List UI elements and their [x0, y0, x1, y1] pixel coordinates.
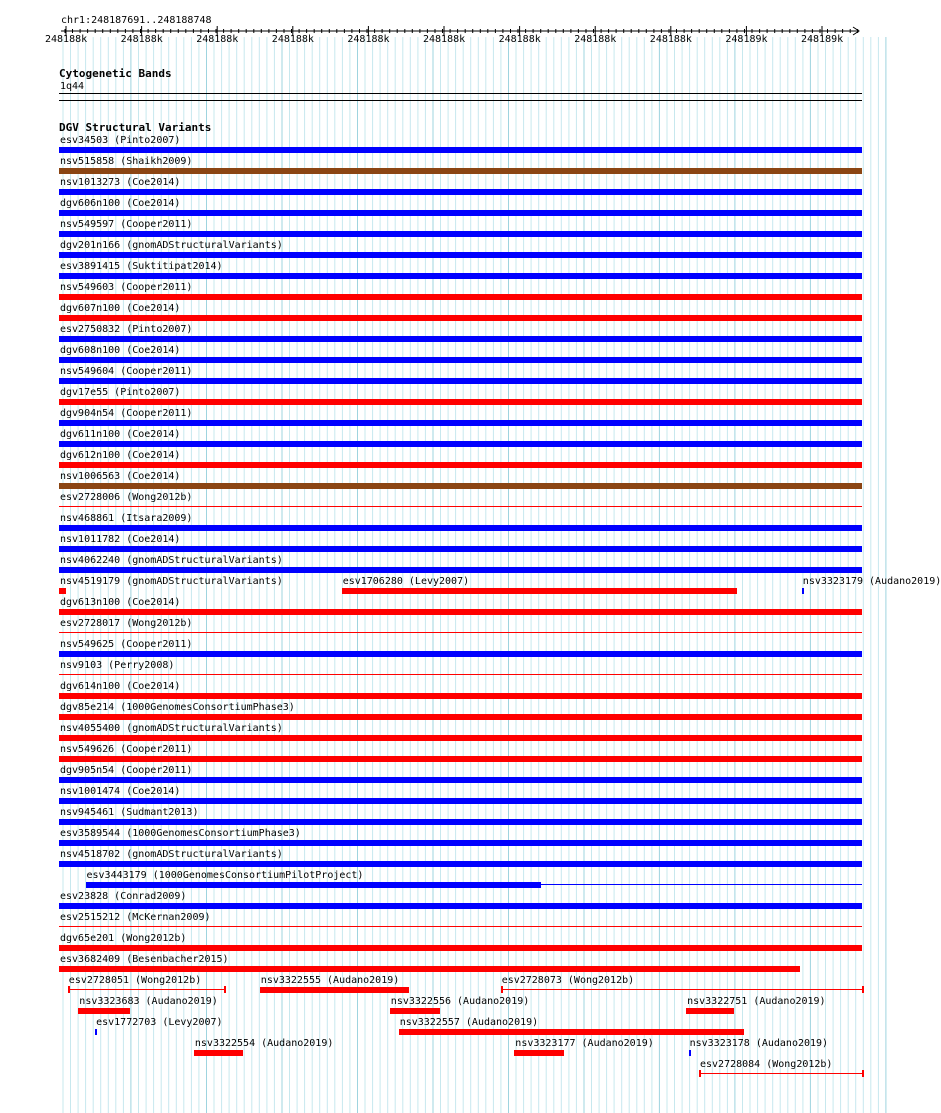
sv-feature-label: nsv3323177 (Audano2019) — [515, 1038, 654, 1049]
sv-feature-bar[interactable] — [59, 693, 862, 699]
ruler-tick-label: 248189k — [725, 34, 768, 45]
sv-feature-bar[interactable] — [59, 420, 862, 426]
sv-feature-label: nsv1011782 (Coe2014) — [60, 534, 181, 545]
sv-feature-label: nsv549603 (Cooper2011) — [60, 282, 193, 293]
sv-feature-bar[interactable] — [59, 777, 862, 783]
sv-feature-bar[interactable] — [514, 1050, 564, 1056]
sv-feature-label: nsv3322555 (Audano2019) — [260, 975, 400, 986]
sv-feature-label: dgv17e55 (Pinto2007) — [60, 387, 181, 398]
sv-feature-bar[interactable] — [59, 861, 862, 867]
sv-feature-label: dgv607n100 (Coe2014) — [60, 303, 181, 314]
sv-feature-label: dgv614n100 (Coe2014) — [60, 681, 181, 692]
sv-feature-label: nsv1006563 (Coe2014) — [60, 471, 181, 482]
sv-feature-bar[interactable] — [59, 756, 862, 762]
sv-feature-bar[interactable] — [59, 651, 862, 657]
sv-feature-bar[interactable] — [260, 987, 409, 993]
sv-feature-span[interactable] — [59, 632, 862, 633]
sv-feature-bar[interactable] — [194, 1050, 243, 1056]
ruler-location: chr1:248187691..248188748 — [61, 15, 212, 26]
ruler-tick-label: 248188k — [423, 34, 466, 45]
sv-feature-label: esv3891415 (Suktitipat2014) — [60, 261, 223, 272]
sv-feature-span[interactable] — [59, 674, 862, 675]
sv-feature-label: dgv85e214 (1000GenomesConsortiumPhase3) — [60, 702, 295, 713]
sv-feature-label: nsv515858 (Shaikh2009) — [60, 156, 193, 167]
sv-feature-label: esv2728073 (Wong2012b) — [501, 975, 635, 986]
sv-feature-bar[interactable] — [59, 252, 862, 258]
sv-feature-label: nsv3322554 (Audano2019) — [194, 1038, 334, 1049]
sv-feature-label: dgv905n54 (Cooper2011) — [60, 765, 193, 776]
sv-feature-label: esv2728006 (Wong2012b) — [60, 492, 193, 503]
sv-feature-label: nsv549604 (Cooper2011) — [60, 366, 193, 377]
ruler-tick-label: 248189k — [801, 34, 844, 45]
sv-feature-bar[interactable] — [59, 966, 800, 972]
sv-feature-bar[interactable] — [59, 273, 862, 279]
sv-feature-label: nsv945461 (Sudmant2013) — [60, 807, 199, 818]
ruler-tick-label: 248188k — [649, 34, 692, 45]
sv-feature-label: dgv608n100 (Coe2014) — [60, 345, 181, 356]
sv-feature-bar[interactable] — [59, 798, 862, 804]
sv-feature-bar[interactable] — [59, 399, 862, 405]
ruler-tick-label: 248188k — [196, 34, 239, 45]
sv-feature-bar[interactable] — [59, 168, 862, 174]
sv-feature-label: dgv201n166 (gnomADStructuralVariants) — [60, 240, 283, 251]
ruler-tick-label: 248188k — [45, 34, 88, 45]
sv-feature-bar[interactable] — [59, 840, 862, 846]
sv-feature-bar[interactable] — [59, 945, 862, 951]
sv-feature-label: nsv4062240 (gnomADStructuralVariants) — [60, 555, 283, 566]
sv-feature-endpoint — [862, 1070, 864, 1077]
sv-feature-label: esv3682409 (Besenbacher2015) — [60, 954, 229, 965]
cytoband-label: 1q44 — [60, 81, 85, 92]
sv-feature-bar[interactable] — [59, 903, 862, 909]
sv-feature-label: dgv613n100 (Coe2014) — [60, 597, 181, 608]
sv-feature-label: esv1772703 (Levy2007) — [96, 1017, 223, 1028]
sv-feature-label: nsv1013273 (Coe2014) — [60, 177, 181, 188]
sv-feature-label: nsv3322557 (Audano2019) — [399, 1017, 539, 1028]
sv-feature-span[interactable] — [68, 989, 224, 990]
sv-feature-label: nsv9103 (Perry2008) — [60, 660, 175, 671]
sv-feature-label: esv1706280 (Levy2007) — [342, 576, 470, 587]
sv-feature-bar[interactable] — [59, 294, 862, 300]
sv-feature-label: nsv468861 (Itsara2009) — [60, 513, 193, 524]
sv-feature-bar[interactable] — [59, 567, 862, 573]
sv-feature-span[interactable] — [59, 926, 862, 927]
sv-feature-bar[interactable] — [59, 441, 862, 447]
sv-feature-label: nsv549597 (Cooper2011) — [60, 219, 193, 230]
ruler-tick-label: 248188k — [498, 34, 541, 45]
sv-feature-label: esv2750832 (Pinto2007) — [60, 324, 193, 335]
dgv-track-title: DGV Structural Variants — [59, 121, 212, 134]
ruler-tick-label: 248188k — [347, 34, 390, 45]
sv-feature-label: nsv1001474 (Coe2014) — [60, 786, 181, 797]
sv-feature-label: esv23828 (Conrad2009) — [60, 891, 187, 902]
sv-feature-bar[interactable] — [59, 189, 862, 195]
sv-feature-span[interactable] — [59, 506, 862, 507]
sv-feature-bar[interactable] — [689, 1050, 691, 1056]
sv-feature-bar[interactable] — [59, 609, 862, 615]
sv-feature-label: esv2728084 (Wong2012b) — [700, 1059, 833, 1070]
sv-feature-bar[interactable] — [59, 525, 862, 531]
sv-feature-bar[interactable] — [390, 1008, 440, 1014]
sv-feature-bar[interactable] — [59, 147, 862, 153]
ruler-tick-label: 248188k — [574, 34, 617, 45]
sv-feature-bar[interactable] — [59, 378, 862, 384]
sv-feature-bar[interactable] — [59, 336, 862, 342]
sv-feature-label: esv3589544 (1000GenomesConsortiumPhase3) — [60, 828, 301, 839]
sv-feature-label: nsv549625 (Cooper2011) — [60, 639, 193, 650]
sv-feature-bar[interactable] — [59, 588, 66, 594]
sv-feature-bar[interactable] — [59, 714, 862, 720]
sv-feature-label: nsv4519179 (gnomADStructuralVariants) — [60, 576, 283, 587]
sv-feature-bar[interactable] — [399, 1029, 744, 1035]
sv-feature-label: dgv611n100 (Coe2014) — [60, 429, 181, 440]
sv-feature-bar[interactable] — [59, 546, 862, 552]
sv-feature-label: nsv4518702 (gnomADStructuralVariants) — [60, 849, 283, 860]
sv-feature-bar[interactable] — [686, 1008, 734, 1014]
sv-feature-endpoint — [68, 986, 70, 993]
sv-feature-endpoint — [699, 1070, 701, 1077]
sv-feature-endpoint — [862, 986, 864, 993]
sv-feature-label: dgv612n100 (Coe2014) — [60, 450, 181, 461]
sv-feature-label: dgv904n54 (Cooper2011) — [60, 408, 193, 419]
sv-feature-label: nsv549626 (Cooper2011) — [60, 744, 193, 755]
sv-feature-bar[interactable] — [59, 483, 862, 489]
sv-feature-bar[interactable] — [95, 1029, 97, 1035]
sv-feature-span[interactable] — [501, 989, 862, 990]
sv-feature-label: dgv606n100 (Coe2014) — [60, 198, 181, 209]
ruler-tick-label: 248188k — [271, 34, 314, 45]
sv-feature-label: nsv3322751 (Audano2019) — [687, 996, 826, 1007]
sv-feature-label: nsv3323179 (Audano2019) — [802, 576, 941, 587]
cytoband-band-1q44[interactable] — [59, 93, 862, 101]
sv-feature-bar[interactable] — [78, 1008, 129, 1014]
sv-feature-bar[interactable] — [59, 231, 862, 237]
sv-feature-label: esv2728017 (Wong2012b) — [60, 618, 193, 629]
ruler-tick-label: 248188k — [120, 34, 163, 45]
sv-feature-bar[interactable] — [59, 357, 862, 363]
sv-feature-label: esv34503 (Pinto2007) — [60, 135, 181, 146]
sv-feature-bar[interactable] — [59, 315, 862, 321]
sv-feature-bar[interactable] — [802, 588, 804, 594]
sv-feature-bar[interactable] — [342, 588, 737, 594]
sv-feature-span[interactable] — [699, 1073, 862, 1074]
cytoband-track-title: Cytogenetic Bands — [59, 67, 172, 80]
sv-feature-bar[interactable] — [59, 735, 862, 741]
sv-feature-label: nsv3323683 (Audano2019) — [79, 996, 218, 1007]
sv-feature-endpoint — [501, 986, 503, 993]
sv-feature-bar[interactable] — [59, 210, 862, 216]
sv-feature-bar[interactable] — [59, 819, 862, 825]
sv-feature-label: nsv3322556 (Audano2019) — [390, 996, 530, 1007]
sv-feature-label: nsv3323178 (Audano2019) — [689, 1038, 829, 1049]
sv-feature-label: nsv4055400 (gnomADStructuralVariants) — [60, 723, 283, 734]
sv-feature-label: esv2728051 (Wong2012b) — [68, 975, 202, 986]
sv-feature-endpoint — [224, 986, 226, 993]
sv-feature-label: esv3443179 (1000GenomesConsortiumPilotProject) — [86, 870, 364, 881]
sv-feature-bar[interactable] — [86, 882, 541, 888]
sv-feature-label: dgv65e201 (Wong2012b) — [60, 933, 187, 944]
sv-feature-bar[interactable] — [59, 462, 862, 468]
sv-feature-label: esv2515212 (McKernan2009) — [60, 912, 211, 923]
